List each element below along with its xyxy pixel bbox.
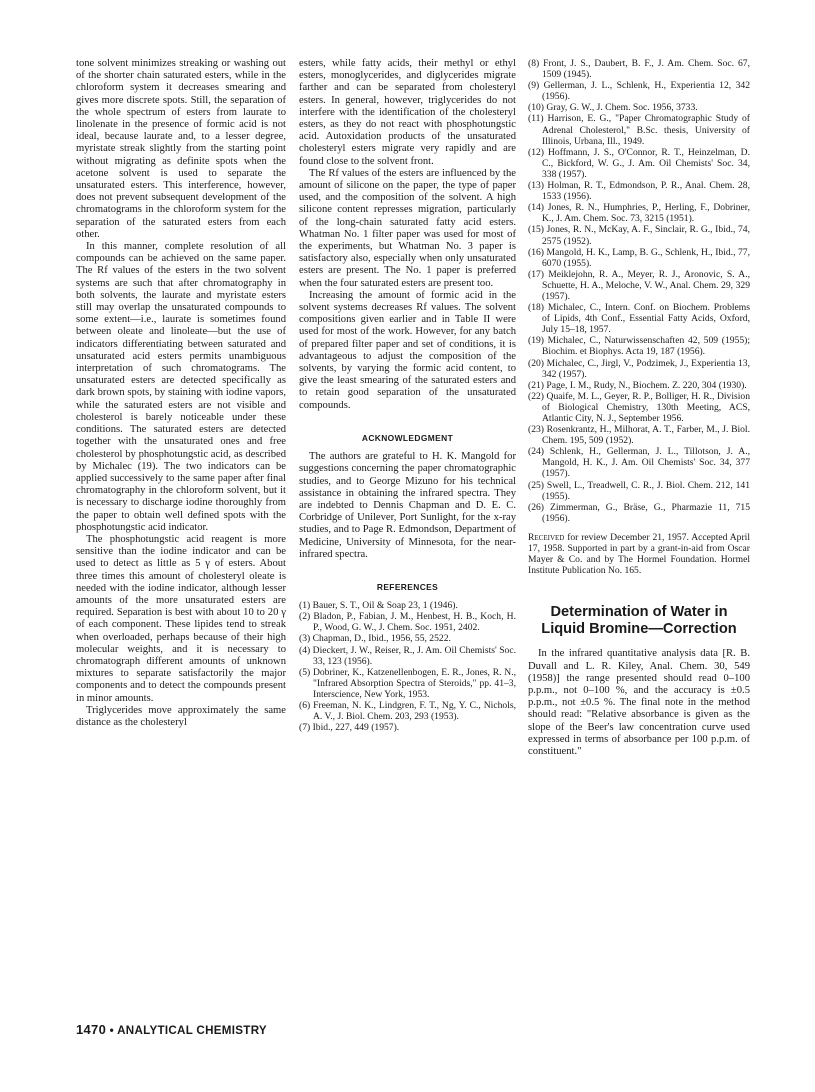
references-list-continued [528,58,750,524]
reference-item: (16) Mangold, H. K., Lamp, B. G., Schlenk, H., Ibid., 77, 6070 (1955). [528,246,750,269]
reference-item: (25) Swell, L., Treadwell, C. R., J. Biol. Chem. 212, 141 (1955). [528,479,750,502]
reference-item: (5) Dobriner, K., Katzenellenbogen, E. R., Jones, R. N., "Infrared Absorption Spectra of Steroids," pp. 41–3, Interscience, New York, 1953. [299,666,516,700]
reference-item: (11) Harrison, E. G., "Paper Chromatographic Study of Adrenal Cholesterol," B.Sc. thesis, University of Illinois, Urbana, Ill., 1949. [528,113,750,147]
reference-item: (23) Rosenkrantz, H., Milhorat, A. T., Farber, M., J. Biol. Chem. 195, 509 (1952). [528,424,750,447]
body-paragraph: tone solvent minimizes streaking or washing out of the shorter chain saturated esters, while in the chloroform system it decreases smearing and gives more discrete spots. Still, the separation of the whole spectrum of esters from laurate to linolenate in the presence of formic acid is not ideal, because laurate and, to a lesser degree, myristate streak slightly from the starting point without migrating as definite spots when the acetone solvent is used to separate the unsaturated esters. This interference, however, does not prevent subsequent development of the chromatograms in the chloroform system for the separation of the saturated esters from each other. [76,58,286,240]
body-paragraph: esters, while fatty acids, their methyl or ethyl esters, monoglycerides, and diglycerides migrate farther and can be separated from cholesteryl esters. In general, however, triglycerides do not interfere with the identification of the cholesteryl esters, as they do not react with phosphotungstic acid. Autoxidation products of the unsaturated cholesteryl esters migrate very rapidly and are found close to the solvent front. [299,58,516,167]
column-2 [299,58,516,733]
references-list [299,600,516,733]
reference-item: (14) Jones, R. N., Humphries, P., Herling, F., Dobriner, K., J. Am. Chem. Soc. 73, 3215 (1951). [528,202,750,225]
reference-item: (22) Quaife, M. L., Geyer, R. P., Bolliger, H. R., Division of Biological Chemistry, 130th Meeting, ACS, Atlantic City, N. J., September 1956. [528,390,750,424]
reference-item: (2) Bladon, P., Fabian, J. M., Henbest, H. B., Koch, H. P., Wood, G. W., J. Chem. Soc. 1951, 2402. [299,611,516,634]
received-text: for review December 21, 1957. Accepted April 17, 1958. Supported in part by a grant-in-aid from Oscar Mayer & Co. and by The Hormel Foundation. Hormel Institute Publication No. 165. [528,531,750,577]
page-footer [76,1022,267,1037]
body-paragraph: The phosphotungstic acid reagent is more sensitive than the iodine indicator and can be used to detect as little as 5 γ of esters. About three times this amount of cholesteryl oleate is needed with the iodine indicator, although lesser amounts of the more unsaturated esters are required. Separation is best with about 10 to 20 γ of each component. These lipides tend to streak when overloaded, perhaps because of their high molecular weights, and it is necessary to chromatograph different amounts of unknown mixtures to separate satisfactorily the major components and to detect the compounds present in minor amounts. [76,533,286,704]
reference-item: (21) Page, I. M., Rudy, N., Biochem. Z. 220, 304 (1930). [528,379,747,391]
received-lead: Received [528,531,565,543]
reference-item: (6) Freeman, N. K., Lindgren, F. T., Ng, Y. C., Nichols, A. V., J. Biol. Chem. 203, 293 (1953). [299,699,516,723]
reference-item: (26) Zimmerman, G., Bräse, G., Pharmazie 11, 715 (1956). [528,501,750,524]
column-3 [528,58,750,758]
body-paragraph: Triglycerides move approximately the same distance as the cholesteryl [76,704,286,728]
page-number: 1470 [76,1022,107,1037]
reference-item: (18) Michalec, C., Intern. Conf. on Biochem. Problems of Lipids, 4th Conf., Essential Fatty Acids, Oxford, July 15–18, 1957. [528,302,750,336]
reference-item: (8) Front, J. S., Daubert, B. F., J. Am. Chem. Soc. 67, 1509 (1945). [528,58,750,81]
footer-separator: • [109,1024,115,1037]
reference-item: (13) Holman, R. T., Edmondson, P. R., Anal. Chem. 28, 1533 (1956). [528,180,750,203]
correction-text: In the infrared quantitative analysis data [R. B. Duvall and L. R. Kiley, Anal. Chem. 30, 549 (1958)] the range presented should read 0–100 p.p.m., not 0–100 %, and the accuracy is ±0.5 p.p.m., not ±0.5 %. The final note in the method should read: "Relative absorbance is given as the slope of the Beer's law concentration curve used expressed in terms of absorbance per 100 p.p.m. of constituent." [528,648,750,757]
reference-item: (15) Jones, R. N., McKay, A. F., Sinclair, R. G., Ibid., 74, 2575 (1952). [528,224,750,247]
reference-item: (4) Dieckert, J. W., Reiser, R., J. Am. Oil Chemists' Soc. 33, 123 (1956). [299,644,516,667]
correction-title: Determination of Water in Liquid Bromine—Correction [541,604,737,638]
references-heading: REFERENCES [376,581,439,592]
reference-item: (19) Michalec, C., Naturwissenschaften 42, 509 (1955); Biochim. et Biophys. Acta 19, 187 (1956). [528,335,750,358]
body-paragraph: The Rf values of the esters are influenced by the amount of silicone on the paper, the type of paper used, and the composition of the solvent. A high silicone content represses migration, particularly of the long-chain saturated fatty acid esters. Whatman No. 1 filter paper was used for most of the experiments, but Whatman No. 3 paper is satisfactory also, especially when only unsaturated esters are present. The No. 1 paper is preferred when the four saturated esters are present too. [299,167,516,289]
reference-item: (24) Schlenk, H., Gellerman, J. L., Tillotson, J. A., Mangold, H. K., J. Am. Oil Chemists' Soc. 34, 377 (1957). [528,446,750,480]
acknowledgment-heading: ACKNOWLEDGMENT [361,432,454,443]
journal-name: ANALYTICAL CHEMISTRY [117,1024,267,1037]
reference-item: (17) Meiklejohn, R. A., Meyer, R. J., Aronovic, S. A., Schuette, H. A., Meloche, V. W., Anal. Chem. 29, 329 (1957). [528,268,750,302]
body-paragraph: Increasing the amount of formic acid in the solvent systems decreases Rf values. The solvent compositions given earlier and in Table II were used for most of the work. However, for any batch of prepared filter paper and set of conditions, it is advantageous to adjust the composition of the solvents, by varying the formic acid content, to give the least smearing of the saturated esters and to retain good separation of the unsaturated compounds. [299,289,516,411]
column-1 [76,58,286,729]
acknowledgment-text: The authors are grateful to H. K. Mangold for suggestions concerning the paper chromatographic studies, and to George Mizuno for his technical assistance in obtaining the infrared spectra. They are indebted to Dennis Chapman and D. E. C. Corbridge of Unilever, Port Sunlight, for the x-ray studies, and to Page R. Edmondson, Department of Medicine, University of Minnesota, for the near-infrared spectra. [299,451,516,560]
reference-item: (1) Bauer, S. T., Oil & Soap 23, 1 (1946). [299,600,458,612]
received-note [528,532,750,576]
reference-item: (7) Ibid., 227, 449 (1957). [299,722,400,734]
body-paragraph: In this manner, complete resolution of all compounds can be achieved on the same paper. The Rf values of the esters in the two solvent systems are such that after chromatography in both solvents, the laurate and myristate esters still may overlap the unsaturated compounds to some extent—i.e., laurate is sometimes found between oleate and linoleate—but the use of indicators differentiating between saturated and unsaturated acid esters permits unambiguous interpretation of such chromatograms. The unsaturated esters are detected specifically as dark brown spots, by staining with iodine vapors, while the saturated esters are not visible and cholesterol is barely noticeable under these conditions. The saturated esters are detected together with the unsaturated ones and free cholesterol by phosphotungstic acid, as described by Michalec (19). The two indicators can be applied successively to the same paper after final chromatography in the chloroform solvent, but it is necessary to discharge iodine thoroughly from the paper to obtain well defined spots with the phosphotungstic acid indicator. [76,241,286,533]
reference-item: (10) Gray, G. W., J. Chem. Soc. 1956, 3733. [528,102,698,114]
reference-item: (12) Hoffmann, J. S., O'Connor, R. T., Heinzelman, D. C., Bickford, W. G., J. Am. Oil Chemists' Soc. 34, 338 (1957). [528,146,750,180]
reference-item: (20) Michalec, C., Jirgl, V., Podzimek, J., Experientia 13, 342 (1957). [528,357,750,380]
reference-item: (3) Chapman, D., Ibid., 1956, 55, 2522. [299,633,451,645]
reference-item: (9) Gellerman, J. L., Schlenk, H., Experientia 12, 342 (1956). [528,80,750,103]
